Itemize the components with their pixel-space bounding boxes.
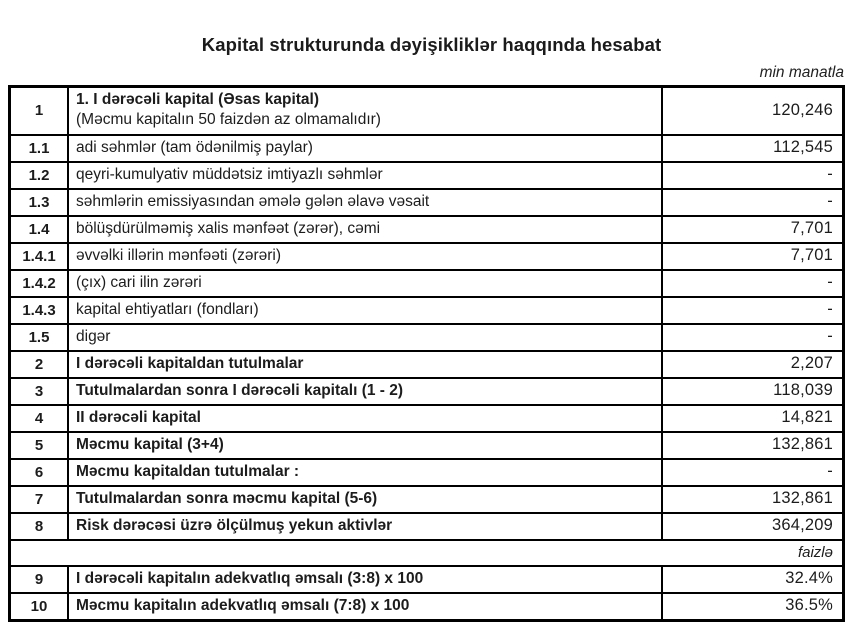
row-value: 364,209 <box>662 513 844 540</box>
table-row <box>10 432 844 459</box>
row-label: qeyri-kumulyativ müddətsiz imtiyazlı səhmlər <box>76 165 383 183</box>
unit-note: min manatla <box>759 64 844 81</box>
row-label: Məcmu kapital (3+4) <box>76 435 224 453</box>
table-row <box>10 135 844 162</box>
row-number: 5 <box>10 432 69 459</box>
row-number: 1.4.2 <box>10 270 69 297</box>
table-row <box>10 405 844 432</box>
row-label: II dərəcəli kapital <box>76 408 201 426</box>
table-row <box>10 270 844 297</box>
row-label: (çıx) cari ilin zərəri <box>76 273 202 291</box>
report-title: Kapital strukturunda dəyişikliklər haqqında hesabat <box>201 34 662 55</box>
note-row <box>10 540 844 566</box>
row-number: 1.4.1 <box>10 243 69 270</box>
row-label-cell <box>68 87 662 135</box>
table-row <box>10 378 844 405</box>
row-label: 1. I dərəcəli kapital (Əsas kapital) <box>76 91 320 109</box>
row-label-cell <box>68 162 662 189</box>
row-label-cell <box>68 270 662 297</box>
table-row <box>10 459 844 486</box>
row-number: 1.1 <box>10 135 69 162</box>
row-value: - <box>662 162 844 189</box>
row-label: kapital ehtiyatları (fondları) <box>76 300 259 318</box>
row-label: Risk dərəcəsi üzrə ölçülmuş yekun aktivlər <box>76 516 393 534</box>
table-row <box>10 566 844 593</box>
row-label: I dərəcəli kapitaldan tutulmalar <box>76 354 304 372</box>
row-sublabel: (Məcmu kapitalın 50 faizdən az olmamalıdır) <box>76 111 381 129</box>
table-row <box>10 216 844 243</box>
row-label-cell <box>68 593 662 621</box>
row-label: bölüşdürülməmiş xalis mənfəət (zərər), cəmi <box>76 219 381 237</box>
row-number: 1.4 <box>10 216 69 243</box>
row-value: - <box>662 324 844 351</box>
row-label-cell <box>68 297 662 324</box>
table-row <box>10 189 844 216</box>
table-row <box>10 593 844 621</box>
row-label-cell <box>68 324 662 351</box>
row-number: 1.3 <box>10 189 69 216</box>
row-value: 132,861 <box>662 486 844 513</box>
capital-structure-table <box>8 85 845 622</box>
row-value: 36.5% <box>662 593 844 621</box>
row-label: səhmlərin emissiyasından əmələ gələn əlavə vəsait <box>76 192 430 210</box>
row-label: əvvəlki illərin mənfəəti (zərəri) <box>76 246 282 264</box>
row-label: Məcmu kapitalın adekvatlıq əmsalı (7:8) x 100 <box>76 596 410 614</box>
table-row <box>10 513 844 540</box>
row-value: 2,207 <box>662 351 844 378</box>
table-row <box>10 297 844 324</box>
row-label: Tutulmalardan sonra I dərəcəli kapitalı (1 - 2) <box>76 381 404 399</box>
table-row <box>10 162 844 189</box>
row-value: - <box>662 297 844 324</box>
row-label-cell <box>68 513 662 540</box>
row-label-cell <box>68 486 662 513</box>
row-value: 132,861 <box>662 432 844 459</box>
row-number: 8 <box>10 513 69 540</box>
row-label-cell <box>68 432 662 459</box>
row-label-cell <box>68 566 662 593</box>
row-number: 1.2 <box>10 162 69 189</box>
table-row <box>10 351 844 378</box>
row-number: 6 <box>10 459 69 486</box>
row-number: 7 <box>10 486 69 513</box>
row-number: 4 <box>10 405 69 432</box>
row-label-cell <box>68 135 662 162</box>
row-value: 120,246 <box>662 87 844 135</box>
table-row <box>10 486 844 513</box>
row-value: 14,821 <box>662 405 844 432</box>
row-value: 118,039 <box>662 378 844 405</box>
row-value: 32.4% <box>662 566 844 593</box>
row-label-cell <box>68 405 662 432</box>
row-value: 112,545 <box>662 135 844 162</box>
row-label-cell <box>68 189 662 216</box>
row-number: 10 <box>10 593 69 621</box>
row-value: - <box>662 189 844 216</box>
table-row <box>10 324 844 351</box>
row-label: Tutulmalardan sonra məcmu kapital (5-6) <box>76 489 378 507</box>
row-label: Məcmu kapitaldan tutulmalar : <box>76 462 300 480</box>
row-number: 1 <box>10 87 69 135</box>
row-number: 9 <box>10 566 69 593</box>
percent-note: faizlə <box>10 540 844 566</box>
row-number: 1.4.3 <box>10 297 69 324</box>
row-label: digər <box>76 327 111 345</box>
row-label: adi səhmlər (tam ödənilmiş paylar) <box>76 138 313 156</box>
table-row <box>10 243 844 270</box>
row-number: 2 <box>10 351 69 378</box>
table-body <box>10 87 844 621</box>
row-label-cell <box>68 378 662 405</box>
row-label-cell <box>68 351 662 378</box>
row-number: 1.5 <box>10 324 69 351</box>
row-label-cell <box>68 459 662 486</box>
row-label-cell <box>68 216 662 243</box>
row-label-cell <box>68 243 662 270</box>
row-value: - <box>662 270 844 297</box>
row-value: - <box>662 459 844 486</box>
row-value: 7,701 <box>662 216 844 243</box>
row-number: 3 <box>10 378 69 405</box>
table-row <box>10 87 844 135</box>
row-value: 7,701 <box>662 243 844 270</box>
row-label: I dərəcəli kapitalın adekvatlıq əmsalı (3:8) x 100 <box>76 569 424 587</box>
